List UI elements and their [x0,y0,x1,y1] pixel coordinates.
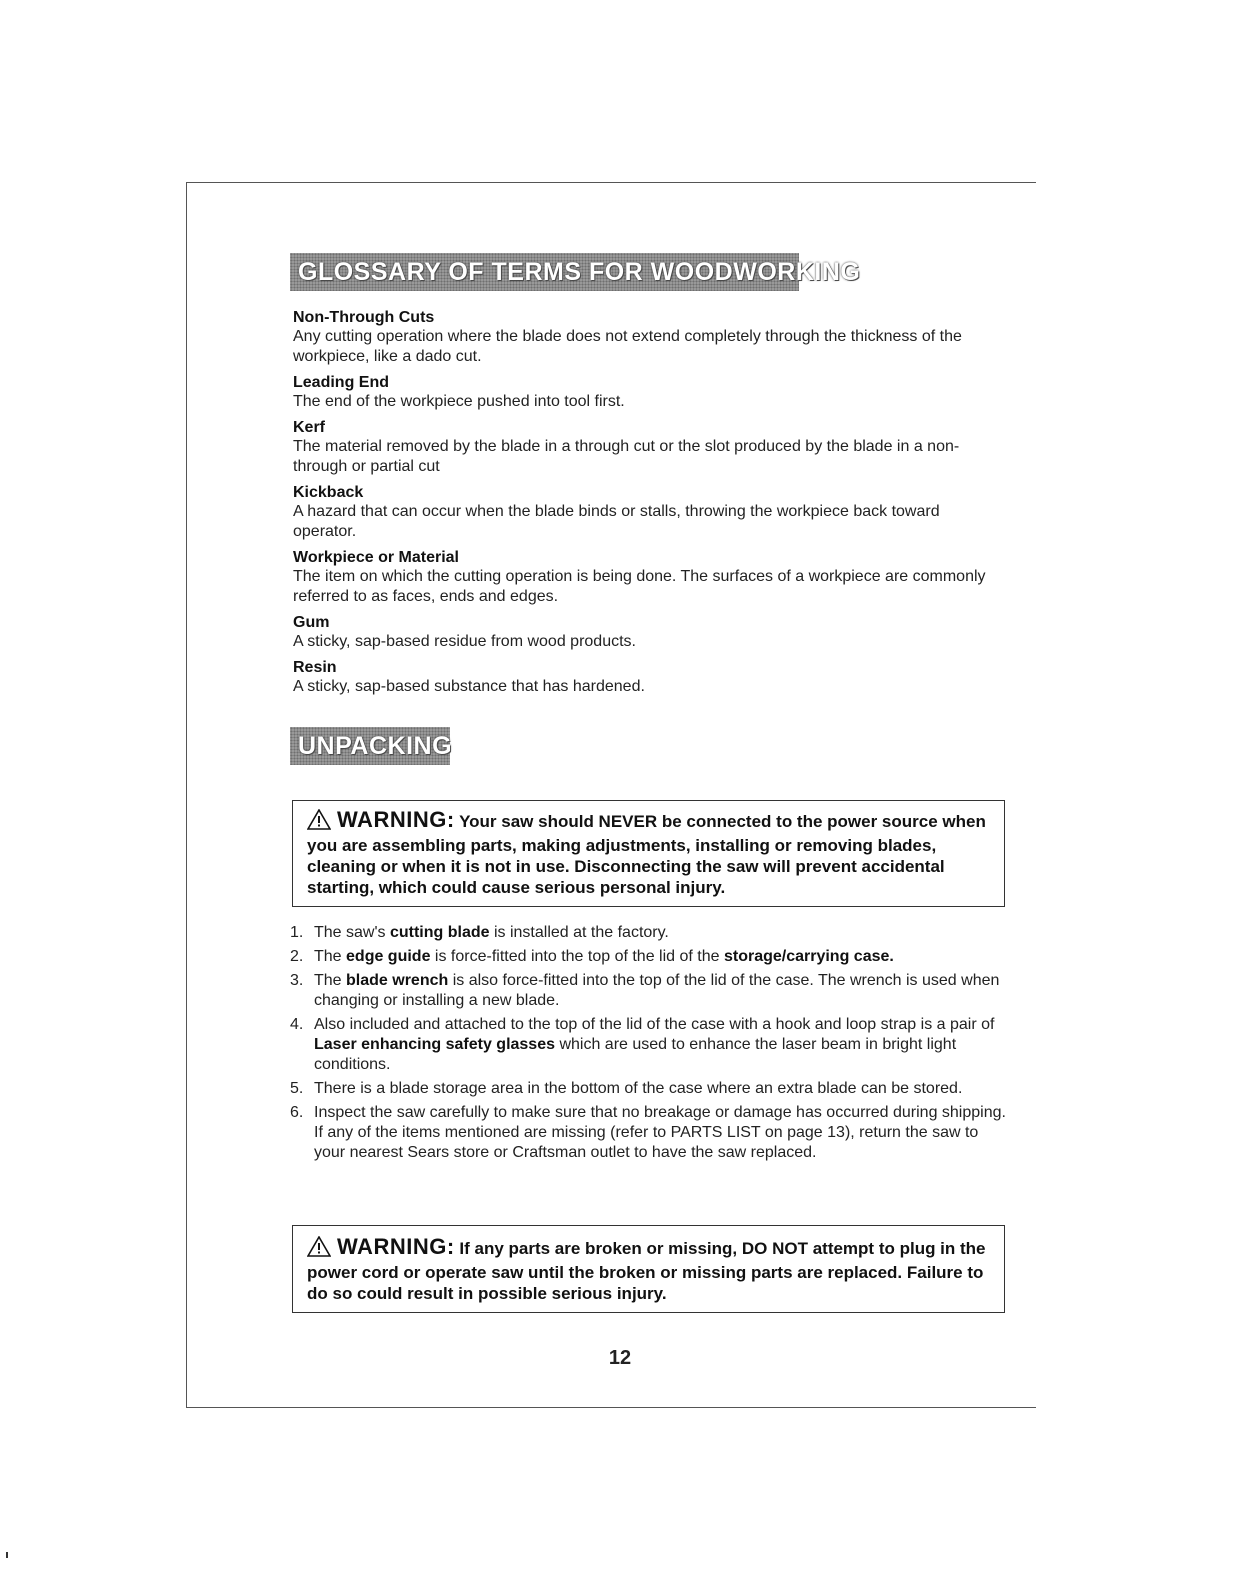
step-text: is force-fitted into the top of the lid of the [430,948,724,965]
step-number: 4. [290,1016,304,1033]
warning-triangle-icon [307,1236,331,1262]
step-text: Inspect the saw carefully to make sure that no breakage or damage has occurred during shipping. If any of the items mentioned are missing (refer to PARTS LIST on page 13), return the saw to your nearest Sears store or Craftsman outlet to have the saw replaced. [314,1104,1006,1161]
unpacking-heading: UNPACKING [290,727,450,765]
glossary-definition: The material removed by the blade in a through cut or the slot produced by the blade in a non-through or partial cut [293,438,960,475]
glossary-list [293,308,993,697]
step-text: There is a blade storage area in the bottom of the case where an extra blade can be stored. [314,1080,963,1097]
step-bold-term: Laser enhancing safety glasses [314,1036,555,1053]
warning-text: Your saw should NEVER be connected to the power source when you are assembling parts, making adjustments, installing or removing blades, cleaning or when it is not in use. Disconnecting the saw will prevent accidental starting, which could cause serious personal injury. [307,812,986,897]
glossary-definition: Any cutting operation where the blade does not extend completely through the thickness of the workpiece, like a dado cut. [293,328,962,365]
step-text: is also force-fitted into the top of the lid of the case. The wrench is used when changing or installing a new blade. [314,972,1000,1009]
glossary-definition: A hazard that can occur when the blade binds or stalls, throwing the workpiece back toward operator. [293,503,940,540]
step-text: The [314,948,347,965]
glossary-term: Leading End [293,374,389,391]
glossary-term: Kickback [293,484,364,501]
list-item [290,1015,1010,1075]
page-frame-left [186,182,187,1407]
step-number: 6. [290,1104,304,1121]
step-bold-term: edge guide [346,948,431,965]
step-number: 5. [290,1080,304,1097]
warning-box-missing-parts [292,1225,1005,1313]
glossary-term: Workpiece or Material [293,549,459,566]
unpacking-steps [290,923,1010,1167]
glossary-term: Gum [293,614,330,631]
glossary-definition: The end of the workpiece pushed into tool first. [293,393,625,410]
page-frame-bottom [186,1407,1036,1408]
glossary-definition: A sticky, sap-based residue from wood products. [293,633,636,650]
step-bold-term: cutting blade [389,924,490,941]
list-item [290,947,1010,967]
glossary-heading: GLOSSARY OF TERMS FOR WOODWORKING [290,253,799,291]
step-bold-term: blade wrench [346,972,449,989]
scan-mark [6,1552,8,1558]
glossary-definition: The item on which the cutting operation is being done. The surfaces of a workpiece are commonly referred to as faces, ends and edges. [293,568,986,605]
list-item [290,971,1010,1011]
step-text: Also included and attached to the top of the lid of the case with a hook and loop strap is a pair of [314,1016,995,1033]
step-bold-term: storage/carrying case. [723,948,894,965]
page-number: 12 [608,1347,632,1369]
step-text: The [314,972,347,989]
warning-label: WARNING: [337,1234,455,1259]
glossary-definition: A sticky, sap-based substance that has hardened. [293,678,645,695]
warning-triangle-icon [307,809,331,835]
step-number: 1. [290,924,304,941]
warning-box-power [292,800,1005,907]
step-number: 2. [290,948,304,965]
step-number: 3. [290,972,304,989]
glossary-term: Resin [293,659,337,676]
step-text: The saw's [314,924,390,941]
glossary-term: Kerf [293,419,326,436]
list-item [290,1079,1010,1099]
list-item [290,923,1010,943]
page-frame-top [186,182,1036,183]
warning-label: WARNING: [337,807,455,832]
step-text: which are used to enhance the laser beam in bright light conditions. [314,1036,957,1073]
list-item [290,1103,1010,1163]
warning-text: If any parts are broken or missing, DO NOT attempt to plug in the power cord or operate saw until the broken or missing parts are replaced. Failure to do so could result in possible serious injury. [307,1239,986,1303]
glossary-term: Non-Through Cuts [293,309,435,326]
step-text: is installed at the factory. [489,924,669,941]
